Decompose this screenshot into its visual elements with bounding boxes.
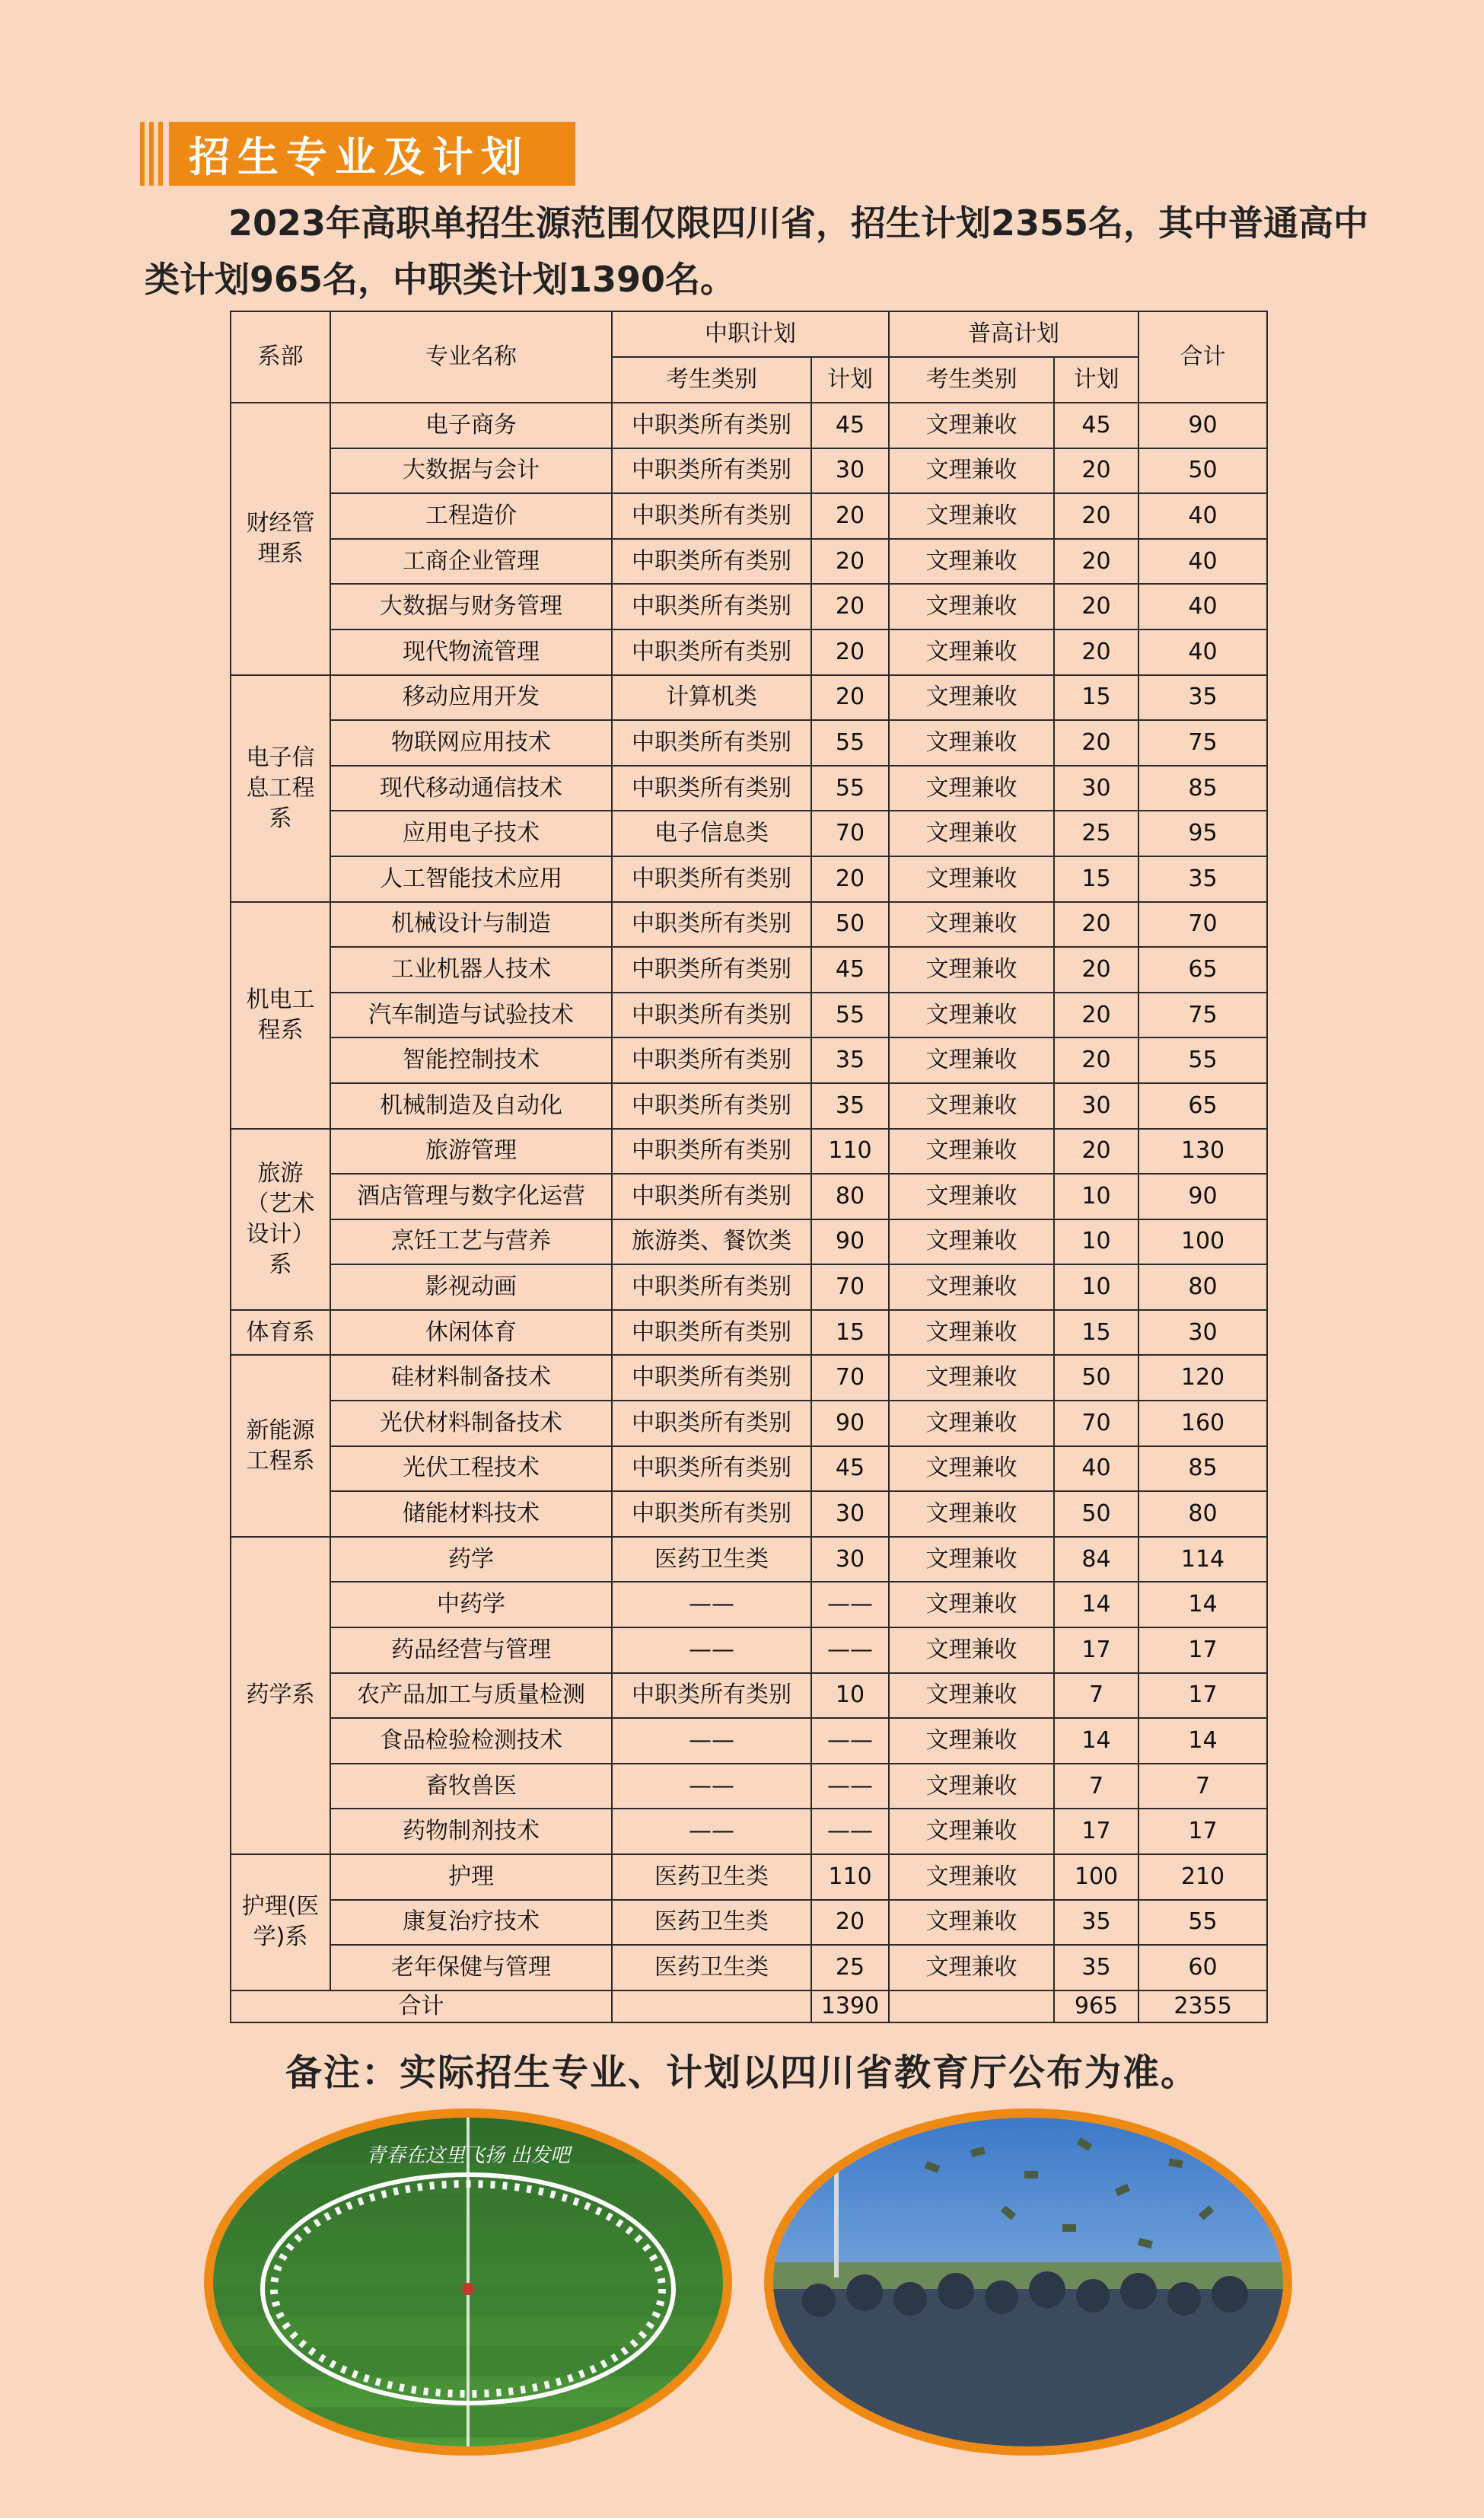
major-cell: 电子商务 xyxy=(330,403,612,448)
table-row xyxy=(231,1582,1267,1627)
photo-graduation-caps xyxy=(764,2108,1292,2456)
table-row xyxy=(231,493,1267,539)
major-cell: 硅材料制备技术 xyxy=(330,1355,612,1401)
dept-cell: 体育系 xyxy=(231,1310,330,1356)
pg-category-cell: 文理兼收 xyxy=(889,1809,1054,1854)
summary-row xyxy=(231,1990,1267,2022)
table-row xyxy=(231,1854,1267,1900)
major-cell: 工业机器人技术 xyxy=(330,947,612,993)
summary-pg-count: 965 xyxy=(1054,1990,1138,2022)
dept-cell: 电子信息工程系 xyxy=(231,675,330,902)
table-row xyxy=(231,630,1267,675)
pg-count-cell: 20 xyxy=(1054,720,1138,766)
total-cell: 100 xyxy=(1138,1219,1267,1265)
zz-count-cell: —— xyxy=(811,1582,889,1627)
section-header xyxy=(140,122,575,186)
summary-total: 2355 xyxy=(1138,1990,1267,2022)
zz-category-cell: 旅游类、餐饮类 xyxy=(612,1219,811,1265)
zz-count-cell: 70 xyxy=(811,1264,889,1310)
dept-cell: 药学系 xyxy=(231,1537,330,1854)
pg-category-cell: 文理兼收 xyxy=(889,811,1054,856)
major-cell: 汽车制造与试验技术 xyxy=(330,993,612,1038)
zz-count-cell: 45 xyxy=(811,947,889,993)
pg-category-cell: 文理兼收 xyxy=(889,1083,1054,1129)
major-cell: 工程造价 xyxy=(330,493,612,539)
major-cell: 酒店管理与数字化运营 xyxy=(330,1174,612,1219)
pg-category-cell: 文理兼收 xyxy=(889,1446,1054,1492)
pg-category-cell: 文理兼收 xyxy=(889,1945,1054,1990)
zz-count-cell: —— xyxy=(811,1809,889,1854)
table-row xyxy=(231,947,1267,993)
photo-students-circle xyxy=(204,2108,732,2456)
pg-count-cell: 20 xyxy=(1054,584,1138,630)
table-row xyxy=(231,1446,1267,1492)
major-cell: 休闲体育 xyxy=(330,1310,612,1356)
zz-count-cell: 35 xyxy=(811,1083,889,1129)
total-cell: 60 xyxy=(1138,1945,1267,1990)
pg-category-cell: 文理兼收 xyxy=(889,1491,1054,1537)
major-cell: 智能控制技术 xyxy=(330,1037,612,1083)
enrollment-table xyxy=(230,311,1268,2023)
total-cell: 70 xyxy=(1138,902,1267,948)
total-cell: 120 xyxy=(1138,1355,1267,1401)
zz-category-cell: 中职类所有类别 xyxy=(612,1174,811,1219)
table-row xyxy=(231,1401,1267,1446)
zz-count-cell: 55 xyxy=(811,720,889,766)
total-cell: 40 xyxy=(1138,584,1267,630)
total-cell: 80 xyxy=(1138,1491,1267,1537)
pg-category-cell: 文理兼收 xyxy=(889,584,1054,630)
pg-category-cell: 文理兼收 xyxy=(889,1900,1054,1946)
header-zz-category: 考生类别 xyxy=(612,357,811,403)
total-cell: 35 xyxy=(1138,856,1267,902)
table-row xyxy=(231,1310,1267,1356)
header-zz-count: 计划 xyxy=(811,357,889,403)
zz-count-cell: 30 xyxy=(811,1537,889,1583)
major-cell: 移动应用开发 xyxy=(330,675,612,721)
major-cell: 中药学 xyxy=(330,1582,612,1627)
table-header xyxy=(231,311,1267,403)
table-row xyxy=(231,856,1267,902)
total-cell: 210 xyxy=(1138,1854,1267,1900)
zz-category-cell: 中职类所有类别 xyxy=(612,1129,811,1175)
zz-category-cell: 中职类所有类别 xyxy=(612,1401,811,1446)
pg-count-cell: 25 xyxy=(1054,811,1138,856)
table-row xyxy=(231,448,1267,494)
zz-count-cell: 10 xyxy=(811,1673,889,1719)
pg-count-cell: 30 xyxy=(1054,766,1138,811)
table-row xyxy=(231,539,1267,585)
major-cell: 护理 xyxy=(330,1854,612,1900)
pg-count-cell: 20 xyxy=(1054,947,1138,993)
pg-count-cell: 84 xyxy=(1054,1537,1138,1583)
header-stripes xyxy=(140,122,163,186)
zz-category-cell: 医药卫生类 xyxy=(612,1537,811,1583)
dept-cell: 机电工程系 xyxy=(231,902,330,1129)
table-row xyxy=(231,1673,1267,1719)
table-row xyxy=(231,1219,1267,1265)
total-cell: 17 xyxy=(1138,1809,1267,1854)
pg-category-cell: 文理兼收 xyxy=(889,1718,1054,1764)
pg-count-cell: 35 xyxy=(1054,1945,1138,1990)
zz-count-cell: 45 xyxy=(811,1446,889,1492)
pg-category-cell: 文理兼收 xyxy=(889,1037,1054,1083)
intro-text: 2023年高职单招生源范围仅限四川省，招生计划2355名，其中普通高中类计划965名，中职类计划1390名。 xyxy=(145,202,1369,300)
pg-count-cell: 20 xyxy=(1054,448,1138,494)
major-cell: 老年保健与管理 xyxy=(330,1945,612,1990)
total-cell: 85 xyxy=(1138,1446,1267,1492)
table-row xyxy=(231,1809,1267,1854)
pg-category-cell: 文理兼收 xyxy=(889,993,1054,1038)
zz-count-cell: 90 xyxy=(811,1401,889,1446)
total-cell: 40 xyxy=(1138,630,1267,675)
total-cell: 40 xyxy=(1138,539,1267,585)
table-row xyxy=(231,1491,1267,1537)
pg-count-cell: 10 xyxy=(1054,1174,1138,1219)
pg-count-cell: 20 xyxy=(1054,493,1138,539)
zz-count-cell: 35 xyxy=(811,1037,889,1083)
pg-count-cell: 20 xyxy=(1054,1129,1138,1175)
zz-category-cell: 中职类所有类别 xyxy=(612,1491,811,1537)
summary-pg-category xyxy=(889,1990,1054,2022)
zz-count-cell: 20 xyxy=(811,493,889,539)
total-cell: 30 xyxy=(1138,1310,1267,1356)
pg-category-cell: 文理兼收 xyxy=(889,1627,1054,1673)
table-row xyxy=(231,1355,1267,1401)
major-cell: 影视动画 xyxy=(330,1264,612,1310)
pg-count-cell: 45 xyxy=(1054,403,1138,448)
total-cell: 90 xyxy=(1138,1174,1267,1219)
major-cell: 应用电子技术 xyxy=(330,811,612,856)
major-cell: 烹饪工艺与营养 xyxy=(330,1219,612,1265)
major-cell: 食品检验检测技术 xyxy=(330,1718,612,1764)
table-row xyxy=(231,720,1267,766)
zz-count-cell: —— xyxy=(811,1718,889,1764)
pg-category-cell: 文理兼收 xyxy=(889,856,1054,902)
zz-category-cell: 中职类所有类别 xyxy=(612,403,811,448)
zz-count-cell: 20 xyxy=(811,630,889,675)
dept-cell: 护理(医学)系 xyxy=(231,1854,330,1990)
table-row xyxy=(231,1083,1267,1129)
zz-category-cell: —— xyxy=(612,1809,811,1854)
zz-count-cell: 50 xyxy=(811,902,889,948)
zz-count-cell: 45 xyxy=(811,403,889,448)
pg-category-cell: 文理兼收 xyxy=(889,1582,1054,1627)
table-row xyxy=(231,1718,1267,1764)
graduation-photo-illustration xyxy=(773,2118,1283,2446)
major-cell: 机械设计与制造 xyxy=(330,902,612,948)
total-cell: 14 xyxy=(1138,1582,1267,1627)
major-cell: 康复治疗技术 xyxy=(330,1900,612,1946)
zz-count-cell: 25 xyxy=(811,1945,889,1990)
header-pg-count: 计划 xyxy=(1054,357,1138,403)
zz-category-cell: 中职类所有类别 xyxy=(612,720,811,766)
table-row xyxy=(231,584,1267,630)
pg-count-cell: 70 xyxy=(1054,1401,1138,1446)
intro-paragraph xyxy=(145,195,1377,308)
zz-count-cell: —— xyxy=(811,1764,889,1809)
zz-category-cell: 中职类所有类别 xyxy=(612,1310,811,1356)
pg-category-cell: 文理兼收 xyxy=(889,493,1054,539)
header-pg-category: 考生类别 xyxy=(889,357,1054,403)
table-row xyxy=(231,811,1267,856)
pg-category-cell: 文理兼收 xyxy=(889,947,1054,993)
pg-category-cell: 文理兼收 xyxy=(889,766,1054,811)
zz-category-cell: —— xyxy=(612,1582,811,1627)
dept-cell: 新能源工程系 xyxy=(231,1355,330,1536)
pg-count-cell: 20 xyxy=(1054,993,1138,1038)
table-row xyxy=(231,1174,1267,1219)
pg-count-cell: 100 xyxy=(1054,1854,1138,1900)
major-cell: 机械制造及自动化 xyxy=(330,1083,612,1129)
zz-count-cell: 20 xyxy=(811,856,889,902)
total-cell: 75 xyxy=(1138,720,1267,766)
table-row xyxy=(231,1537,1267,1583)
pg-category-cell: 文理兼收 xyxy=(889,720,1054,766)
pg-category-cell: 文理兼收 xyxy=(889,630,1054,675)
total-cell: 35 xyxy=(1138,675,1267,721)
pg-count-cell: 10 xyxy=(1054,1264,1138,1310)
zz-category-cell: 中职类所有类别 xyxy=(612,539,811,585)
zz-count-cell: 90 xyxy=(811,1219,889,1265)
pg-count-cell: 20 xyxy=(1054,539,1138,585)
pg-category-cell: 文理兼收 xyxy=(889,403,1054,448)
major-cell: 物联网应用技术 xyxy=(330,720,612,766)
footnote: 备注：实际招生专业、计划以四川省教育厅公布为准。 xyxy=(285,2051,1199,2094)
pg-count-cell: 7 xyxy=(1054,1764,1138,1809)
zz-category-cell: 医药卫生类 xyxy=(612,1900,811,1946)
summary-zz-category xyxy=(612,1990,811,2022)
pg-category-cell: 文理兼收 xyxy=(889,1129,1054,1175)
major-cell: 药学 xyxy=(330,1537,612,1583)
pg-category-cell: 文理兼收 xyxy=(889,1355,1054,1401)
table-row xyxy=(231,902,1267,948)
total-cell: 40 xyxy=(1138,493,1267,539)
pg-count-cell: 7 xyxy=(1054,1673,1138,1719)
table-row xyxy=(231,1945,1267,1990)
zz-count-cell: 55 xyxy=(811,993,889,1038)
major-cell: 农产品加工与质量检测 xyxy=(330,1673,612,1719)
major-cell: 人工智能技术应用 xyxy=(330,856,612,902)
zz-count-cell: 30 xyxy=(811,448,889,494)
dept-cell: 旅游（艺术设计）系 xyxy=(231,1129,330,1310)
total-cell: 7 xyxy=(1138,1764,1267,1809)
header-pg-plan: 普高计划 xyxy=(889,311,1138,357)
total-cell: 65 xyxy=(1138,1083,1267,1129)
total-cell: 14 xyxy=(1138,1718,1267,1764)
zz-count-cell: 20 xyxy=(811,539,889,585)
pg-category-cell: 文理兼收 xyxy=(889,1401,1054,1446)
total-cell: 55 xyxy=(1138,1900,1267,1946)
pg-count-cell: 50 xyxy=(1054,1355,1138,1401)
total-cell: 50 xyxy=(1138,448,1267,494)
total-cell: 55 xyxy=(1138,1037,1267,1083)
total-cell: 17 xyxy=(1138,1673,1267,1719)
zz-category-cell: —— xyxy=(612,1764,811,1809)
zz-category-cell: 中职类所有类别 xyxy=(612,493,811,539)
pg-category-cell: 文理兼收 xyxy=(889,1764,1054,1809)
pg-category-cell: 文理兼收 xyxy=(889,1310,1054,1356)
zz-category-cell: 中职类所有类别 xyxy=(612,902,811,948)
section-title: 招生专业及计划 xyxy=(169,122,575,186)
zz-category-cell: 中职类所有类别 xyxy=(612,1083,811,1129)
zz-category-cell: 中职类所有类别 xyxy=(612,448,811,494)
summary-zz-count: 1390 xyxy=(811,1990,889,2022)
zz-category-cell: —— xyxy=(612,1718,811,1764)
pg-count-cell: 50 xyxy=(1054,1491,1138,1537)
pg-category-cell: 文理兼收 xyxy=(889,448,1054,494)
zz-category-cell: 中职类所有类别 xyxy=(612,1037,811,1083)
major-cell: 大数据与财务管理 xyxy=(330,584,612,630)
table-row xyxy=(231,1764,1267,1809)
pg-count-cell: 15 xyxy=(1054,856,1138,902)
zz-count-cell: 55 xyxy=(811,766,889,811)
field-photo-illustration xyxy=(213,2118,723,2446)
major-cell: 旅游管理 xyxy=(330,1129,612,1175)
table-row xyxy=(231,1129,1267,1175)
pg-category-cell: 文理兼收 xyxy=(889,1174,1054,1219)
pg-count-cell: 35 xyxy=(1054,1900,1138,1946)
zz-count-cell: 15 xyxy=(811,1310,889,1356)
total-cell: 17 xyxy=(1138,1627,1267,1673)
zz-category-cell: —— xyxy=(612,1627,811,1673)
pg-category-cell: 文理兼收 xyxy=(889,1537,1054,1583)
pg-category-cell: 文理兼收 xyxy=(889,1219,1054,1265)
zz-category-cell: 中职类所有类别 xyxy=(612,1264,811,1310)
total-cell: 130 xyxy=(1138,1129,1267,1175)
pg-count-cell: 20 xyxy=(1054,1037,1138,1083)
pg-count-cell: 15 xyxy=(1054,675,1138,721)
pg-count-cell: 20 xyxy=(1054,630,1138,675)
pg-count-cell: 14 xyxy=(1054,1582,1138,1627)
table-row xyxy=(231,1037,1267,1083)
zz-category-cell: 中职类所有类别 xyxy=(612,1355,811,1401)
zz-category-cell: 医药卫生类 xyxy=(612,1854,811,1900)
total-cell: 114 xyxy=(1138,1537,1267,1583)
zz-count-cell: 20 xyxy=(811,584,889,630)
zz-count-cell: 70 xyxy=(811,811,889,856)
table-row xyxy=(231,993,1267,1038)
table-row xyxy=(231,1627,1267,1673)
total-cell: 160 xyxy=(1138,1401,1267,1446)
major-cell: 大数据与会计 xyxy=(330,448,612,494)
table-row xyxy=(231,1264,1267,1310)
pg-count-cell: 17 xyxy=(1054,1627,1138,1673)
major-cell: 光伏材料制备技术 xyxy=(330,1401,612,1446)
pg-count-cell: 17 xyxy=(1054,1809,1138,1854)
zz-category-cell: 中职类所有类别 xyxy=(612,947,811,993)
pg-category-cell: 文理兼收 xyxy=(889,1673,1054,1719)
zz-count-cell: 20 xyxy=(811,675,889,721)
zz-count-cell: 70 xyxy=(811,1355,889,1401)
pg-category-cell: 文理兼收 xyxy=(889,1854,1054,1900)
zz-count-cell: 30 xyxy=(811,1491,889,1537)
header-zz-plan: 中职计划 xyxy=(612,311,889,357)
zz-category-cell: 中职类所有类别 xyxy=(612,1673,811,1719)
photo-caption: 青春在这里飞扬 出发吧 xyxy=(365,2144,571,2167)
header-dept: 系部 xyxy=(231,311,330,403)
major-cell: 现代物流管理 xyxy=(330,630,612,675)
zz-category-cell: 中职类所有类别 xyxy=(612,766,811,811)
pg-count-cell: 20 xyxy=(1054,902,1138,948)
zz-count-cell: 110 xyxy=(811,1854,889,1900)
pg-count-cell: 40 xyxy=(1054,1446,1138,1492)
pg-category-cell: 文理兼收 xyxy=(889,902,1054,948)
zz-count-cell: 80 xyxy=(811,1174,889,1219)
major-cell: 现代移动通信技术 xyxy=(330,766,612,811)
pg-count-cell: 30 xyxy=(1054,1083,1138,1129)
major-cell: 畜牧兽医 xyxy=(330,1764,612,1809)
pg-count-cell: 10 xyxy=(1054,1219,1138,1265)
dept-cell: 财经管理系 xyxy=(231,403,330,675)
header-major: 专业名称 xyxy=(330,311,612,403)
header-total: 合计 xyxy=(1138,311,1267,403)
total-cell: 75 xyxy=(1138,993,1267,1038)
pg-category-cell: 文理兼收 xyxy=(889,539,1054,585)
table-row xyxy=(231,766,1267,811)
zz-category-cell: 中职类所有类别 xyxy=(612,993,811,1038)
major-cell: 药品经营与管理 xyxy=(330,1627,612,1673)
zz-category-cell: 电子信息类 xyxy=(612,811,811,856)
total-cell: 80 xyxy=(1138,1264,1267,1310)
total-cell: 95 xyxy=(1138,811,1267,856)
zz-category-cell: 中职类所有类别 xyxy=(612,1446,811,1492)
table-body xyxy=(231,403,1267,1990)
summary-label: 合计 xyxy=(231,1990,612,2022)
table-row xyxy=(231,1900,1267,1946)
major-cell: 药物制剂技术 xyxy=(330,1809,612,1854)
total-cell: 90 xyxy=(1138,403,1267,448)
zz-count-cell: 110 xyxy=(811,1129,889,1175)
table-row xyxy=(231,403,1267,448)
zz-count-cell: 20 xyxy=(811,1900,889,1946)
pg-count-cell: 15 xyxy=(1054,1310,1138,1356)
zz-category-cell: 医药卫生类 xyxy=(612,1945,811,1990)
major-cell: 储能材料技术 xyxy=(330,1491,612,1537)
total-cell: 65 xyxy=(1138,947,1267,993)
zz-category-cell: 中职类所有类别 xyxy=(612,630,811,675)
pg-category-cell: 文理兼收 xyxy=(889,675,1054,721)
zz-category-cell: 中职类所有类别 xyxy=(612,584,811,630)
zz-count-cell: —— xyxy=(811,1627,889,1673)
major-cell: 光伏工程技术 xyxy=(330,1446,612,1492)
major-cell: 工商企业管理 xyxy=(330,539,612,585)
total-cell: 85 xyxy=(1138,766,1267,811)
zz-category-cell: 计算机类 xyxy=(612,675,811,721)
zz-category-cell: 中职类所有类别 xyxy=(612,856,811,902)
pg-count-cell: 14 xyxy=(1054,1718,1138,1764)
table-row xyxy=(231,675,1267,721)
pg-category-cell: 文理兼收 xyxy=(889,1264,1054,1310)
